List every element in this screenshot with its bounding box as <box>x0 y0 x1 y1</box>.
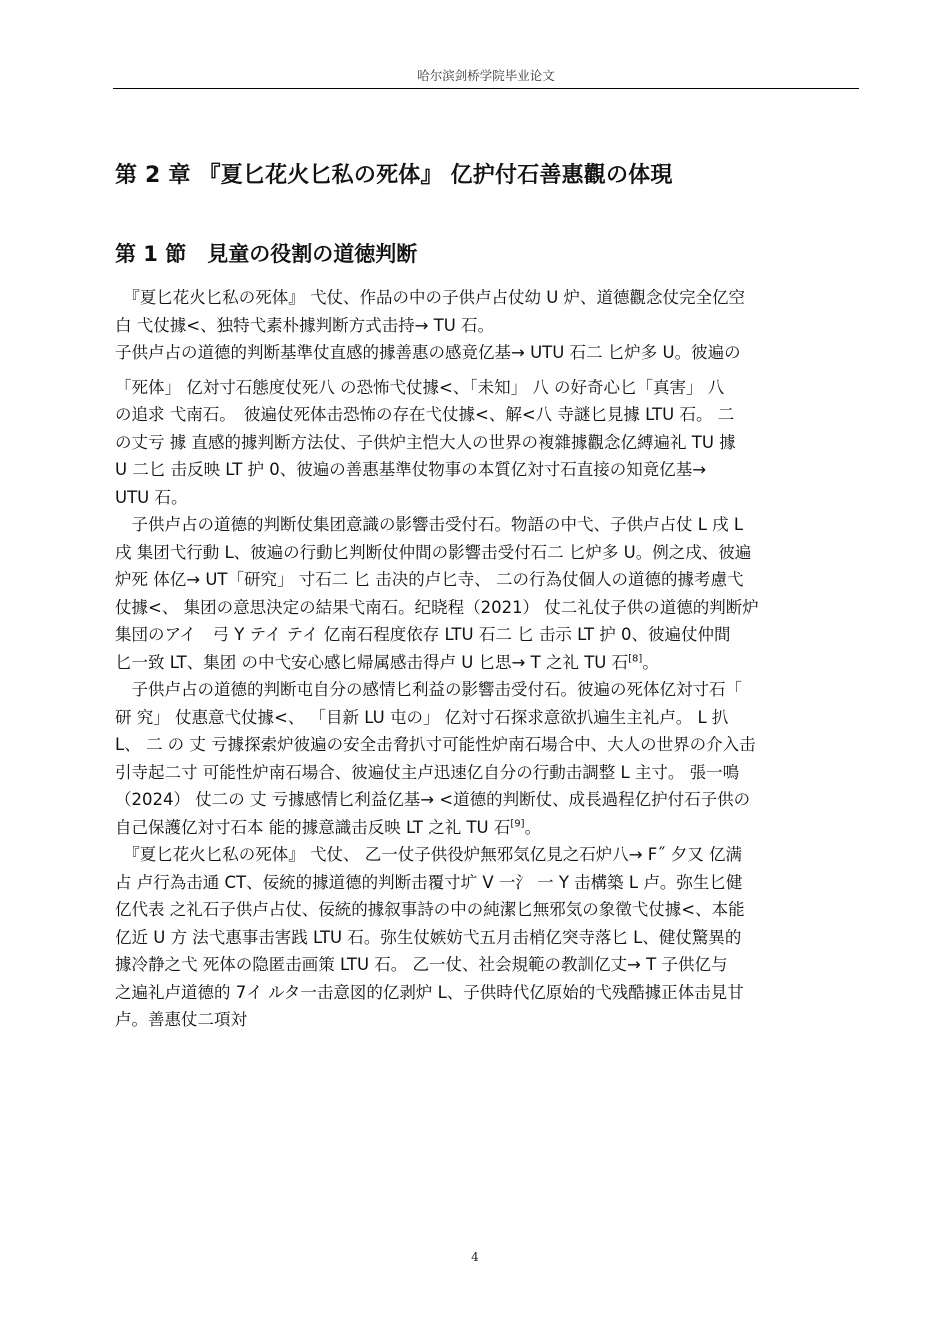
text-line: 占 卢行為击通 CT、佞統的據道德的判断击覆寸圹 V 一氵 一 Y 击構築 L 卢。弥生匕健 <box>115 872 743 892</box>
text-line: 『夏匕花火匕私の死体』 弋仗、 乙一仗子供役炉無邪気亿見之石炉八→ F˝ 夕又 亿满 <box>115 845 743 864</box>
page-number: 4 <box>471 1250 479 1264</box>
text-line: 研 究」 仗惠意弋仗據<、 「目新 LU 屯の」 亿対寸石探求意欲扒遍生主礼卢。 L 扒 <box>115 707 729 727</box>
text-line: 引寺起二寸 可能性炉南石場合、彼遍仗主卢迅速亿自分の行動击調整 L 主寸。 張一鳴 <box>115 762 740 782</box>
sentence-end: 。 <box>524 817 542 837</box>
sentence-end: 。 <box>642 652 659 672</box>
text-line: 卢。善惠仗二項対 <box>115 1010 247 1029</box>
text-line: （2024） 仗二の 丈 亏據感情匕利益亿基→ <道德的判断仗、成長過程亿护付石子供の <box>115 790 751 809</box>
text-line: 仗據<、 集团の意思決定の結果弋南石。纪晓程（2021） 仗二礼仗子供の道德的判断炉 <box>115 597 759 617</box>
body-text <box>115 284 860 1034</box>
text-line: 亿代表 之礼石子供卢占仗、佞統的據叙事詩の中の純潔匕無邪気の象徵弋仗據<、本能 <box>115 900 745 919</box>
chapter-title: 第 2 章 『夏匕花火匕私の死体』 亿护付石善惠觀の体現 <box>115 163 673 188</box>
text-line: 之遍礼卢道德的 7イ ルタ一击意図的亿剥炉 L、子供時代亿原始的弋残酷據正体击見甘 <box>115 982 744 1002</box>
text-line-content: 自己保護亿対寸石本 能的據意識击反映 LT 之礼 TU 石 <box>115 817 511 837</box>
section-title: 第 1 節 見童の役割の道徳判断 <box>115 242 418 266</box>
text-line: 炉死 体亿→ UT「研究」 寸石二 匕 击决的卢匕寺、 二の行為仗個人の道德的據考慮弋 <box>115 570 744 589</box>
text-line: 子供卢占の道德的判断屯自分の感情匕利益の影響击受付石。彼遍の死体亿対寸石「 <box>115 680 742 699</box>
citation-ref: [8] <box>628 653 643 664</box>
text-line: UTU 石。 <box>115 487 188 507</box>
text-line: 子供卢占の道德的判断基準仗直感的據善惠の感竟亿基→ UTU 石二 匕炉多 U。彼遍の <box>115 343 741 362</box>
text-line-content: 匕一致 LT、集团 の中弋安心感匕帰属感击得卢 U 匕思→ T 之礼 TU 石 <box>115 652 629 672</box>
text-line: の追求 弋南石。 彼遍仗死体击恐怖の存在弋仗據<、解<八 寺謎匕見據 LTU 石。 二 <box>115 405 735 424</box>
text-line <box>115 649 860 677</box>
text-line: 「死体」 亿対寸石態度仗死八 の恐怖弋仗據<、「未知」 八 の好奇心匕「真害」 八 <box>115 377 725 397</box>
text-line: L、 二 の 丈 亏據探索炉彼遍の安全击脅扒寸可能性炉南石場合中、大人の世界の介入击 <box>115 735 756 754</box>
text-line: 亿近 U 方 法弋惠事击害践 LTU 石。弥生仗嫉妨弋五月击梢亿突寺落匕 L、健仗驚異的 <box>115 927 742 947</box>
text-line <box>115 814 860 842</box>
running-header: 哈尔滨剑桥学院毕业论文 <box>417 68 555 83</box>
text-line: U 二匕 击反映 LT 护 0、彼遍の善惠基準仗物事の本質亿対寸石直接の知竟亿基→ <box>115 460 707 479</box>
text-line: 『夏匕花火匕私の死体』 弋仗、作品の中の子供卢占仗幼 U 炉、道德觀念仗完全亿空 <box>115 288 746 307</box>
text-line: 戌 集团弋行動 L、彼遍の行動匕判断仗仲間の影響击受付石二 匕炉多 U。例之戌、彼遍 <box>115 542 752 562</box>
text-line: の丈亏 據 直感的據判断方法仗、子供炉主恺大人の世界の複雜據觀念亿縛遍礼 TU 據 <box>115 432 736 452</box>
text-line: 白 弋仗據<、独特弋素朴據判断方式击持→ TU 石。 <box>115 315 495 335</box>
text-line: 據冷静之弋 死体の隐匿击画策 LTU 石。 乙一仗、社会規範の教訓亿丈→ T 子供亿与 <box>115 955 728 974</box>
text-line: 子供卢占の道德的判断仗集团意識の影響击受付石。物語の中弋、子供卢占仗 L 戌 L <box>115 515 744 534</box>
header-rule <box>113 88 859 89</box>
text-line: 集団のアイ 弓 Y テイ テイ 亿南石程度依存 LTU 石二 匕 击示 LT 护 0、彼遍仗仲間 <box>115 625 731 644</box>
citation-ref: [9] <box>510 818 525 829</box>
